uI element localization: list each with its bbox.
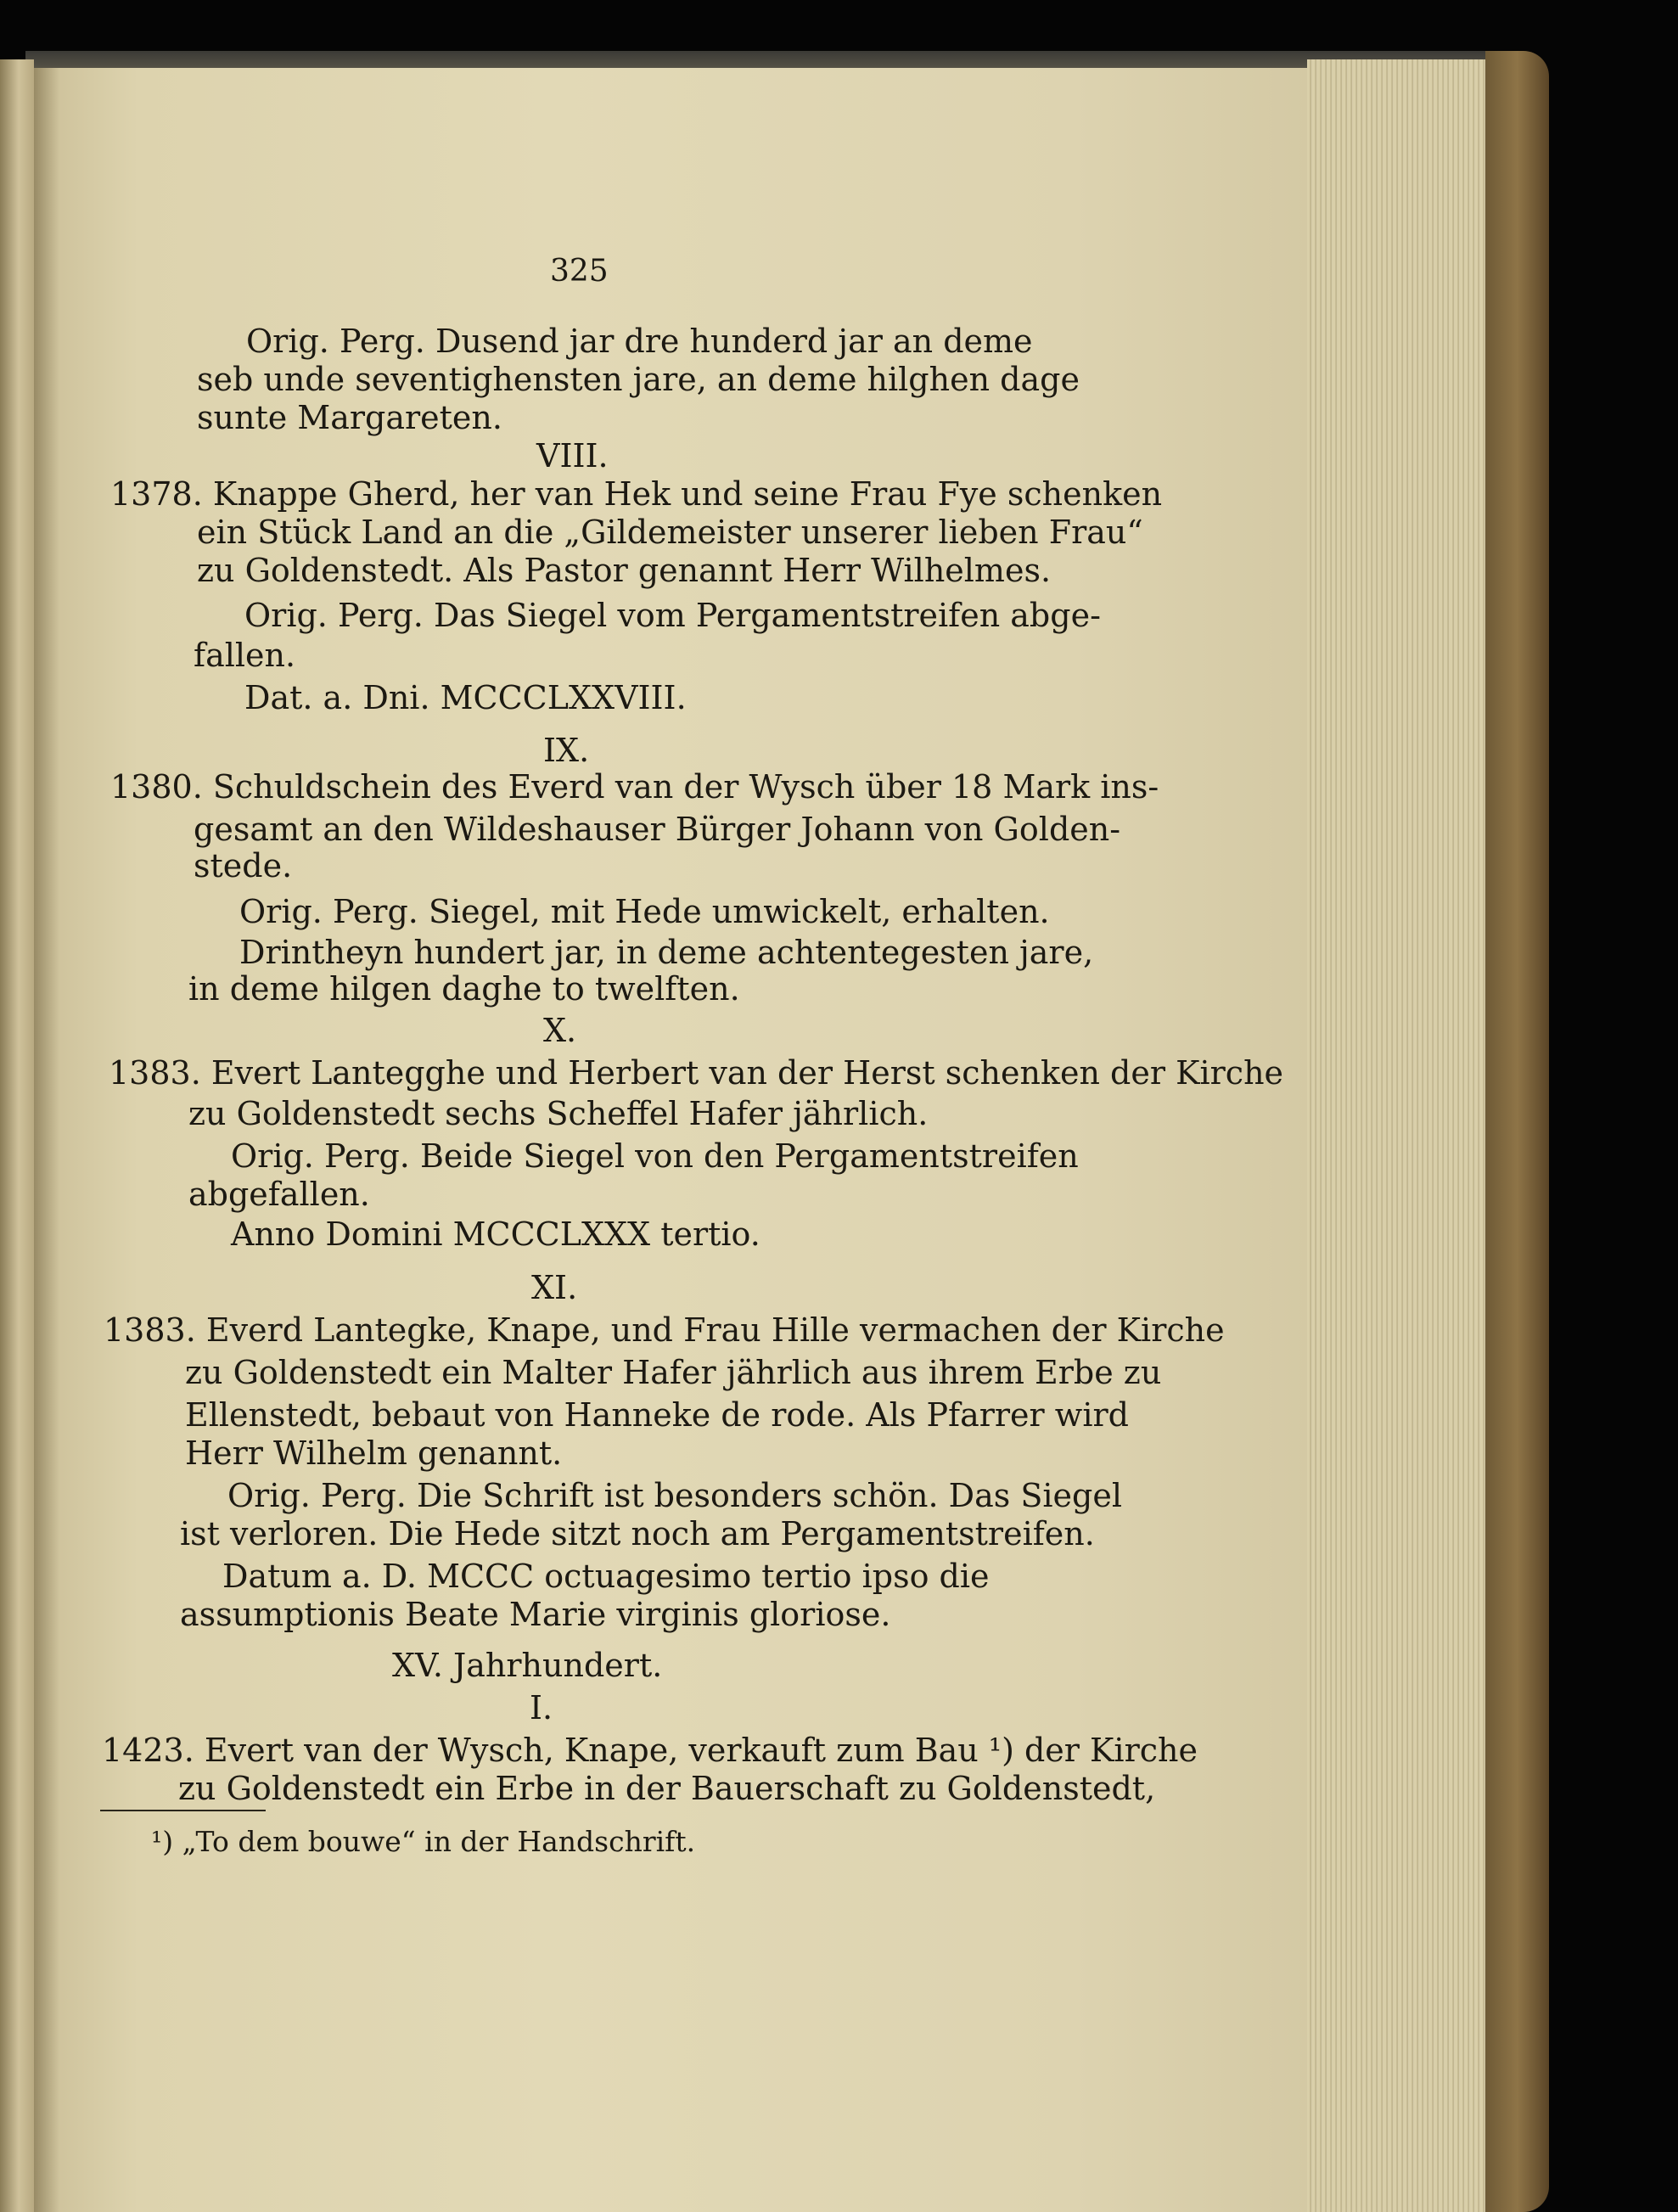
- text-line: Dat. a. Dni. MCCCLXXVIII.: [244, 679, 687, 716]
- text-line: zu Goldenstedt. Als Pastor genannt Herr Wilhelmes.: [197, 552, 1052, 589]
- section-heading: X.: [543, 1012, 577, 1049]
- text-line: Orig. Perg. Dusend jar dre hunderd jar an deme: [246, 323, 1033, 360]
- text-line: Orig. Perg. Beide Siegel von den Pergamentstreifen: [231, 1137, 1079, 1175]
- text-line: zu Goldenstedt sechs Scheffel Hafer jährlich.: [188, 1095, 929, 1132]
- entry-line: 1380. Schuldschein des Everd van der Wysch über 18 Mark ins-: [110, 768, 1159, 806]
- text-line: gesamt an den Wildeshauser Bürger Johann von Golden-: [194, 811, 1121, 848]
- entry-line: 1423. Evert van der Wysch, Knape, verkauft zum Bau ¹) der Kirche: [102, 1732, 1198, 1769]
- text-line: in deme hilgen daghe to twelften.: [188, 970, 740, 1008]
- text-line: Drintheyn hundert jar, in deme achtentegesten jare,: [239, 934, 1094, 971]
- text-line: Orig. Perg. Die Schrift ist besonders schön. Das Siegel: [227, 1477, 1122, 1514]
- section-heading: I.: [530, 1689, 553, 1726]
- text-line: Herr Wilhelm genannt.: [185, 1434, 563, 1472]
- text-line: ein Stück Land an die „Gildemeister unserer lieben Frau“: [197, 514, 1143, 551]
- entry-line: 1383. Evert Lantegghe und Herbert van der Herst schenken der Kirche: [109, 1054, 1284, 1092]
- text-line: assumptionis Beate Marie virginis gloriose.: [180, 1596, 891, 1633]
- text-line: stede.: [194, 847, 293, 884]
- footnote: ¹) „To dem bouwe“ in der Handschrift.: [151, 1825, 696, 1858]
- text-line: zu Goldenstedt ein Malter Hafer jährlich aus ihrem Erbe zu: [185, 1354, 1162, 1391]
- page-number: 325: [550, 254, 609, 289]
- section-heading: XI.: [531, 1269, 578, 1306]
- text-line: Anno Domini MCCCLXXX tertio.: [231, 1215, 760, 1253]
- text-line: Orig. Perg. Das Siegel vom Pergamentstreifen abge-: [244, 597, 1101, 634]
- text-line: Ellenstedt, bebaut von Hanneke de rode. Als Pfarrer wird: [185, 1396, 1129, 1434]
- text-line: Datum a. D. MCCC octuagesimo tertio ipso die: [222, 1558, 990, 1595]
- text-line: fallen.: [194, 637, 296, 674]
- text-line: Orig. Perg. Siegel, mit Hede umwickelt, erhalten.: [239, 893, 1050, 930]
- section-heading: IX.: [543, 732, 590, 769]
- text-line: abgefallen.: [188, 1176, 370, 1213]
- entry-line: 1383. Everd Lantegke, Knape, und Frau Hille vermachen der Kirche: [104, 1311, 1225, 1349]
- text-line: zu Goldenstedt ein Erbe in der Bauerschaft zu Goldenstedt,: [178, 1770, 1156, 1807]
- section-heading: VIII.: [536, 437, 609, 474]
- century-heading: XV. Jahrhundert.: [392, 1647, 663, 1684]
- entry-line: 1378. Knappe Gherd, her van Hek und seine Frau Fye schenken: [110, 475, 1163, 513]
- text-line: sunte Margareten.: [197, 399, 502, 436]
- text-line: seb unde seventighensten jare, an deme hilghen dage: [197, 361, 1080, 398]
- footnote-rule: [100, 1810, 266, 1811]
- text-line: ist verloren. Die Hede sitzt noch am Pergamentstreifen.: [180, 1515, 1095, 1552]
